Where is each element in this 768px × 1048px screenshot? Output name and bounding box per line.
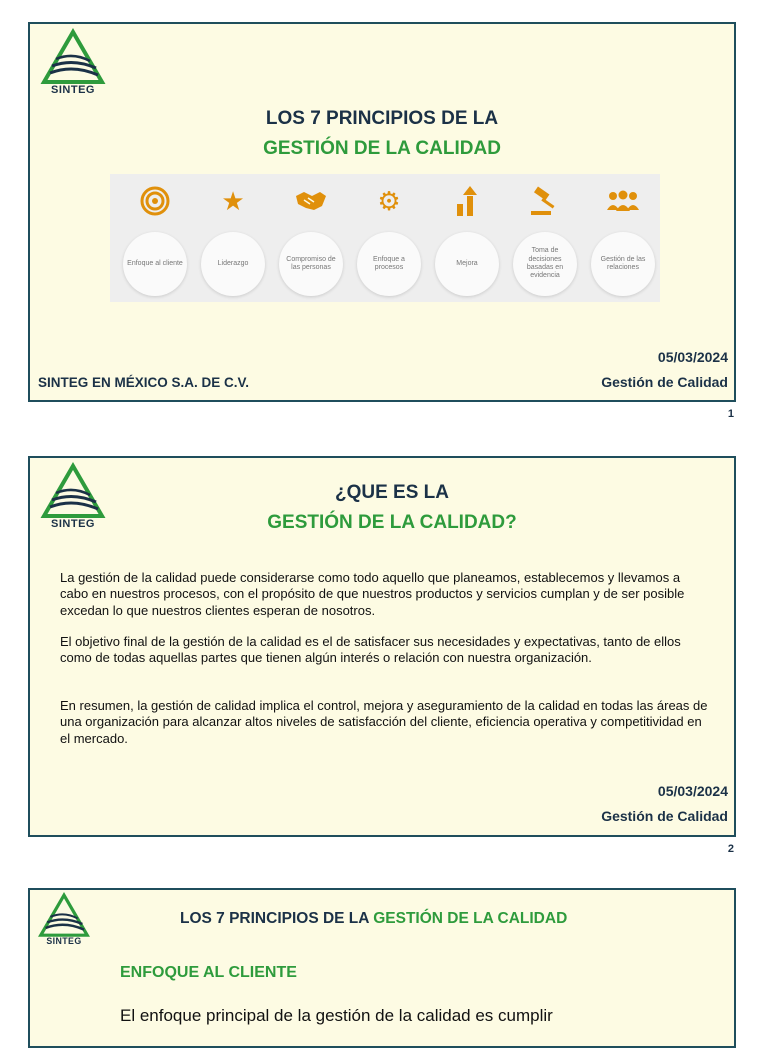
slide3-body-text: El enfoque principal de la gestión de la calidad es cumplir <box>120 1006 553 1025</box>
principle-item <box>432 174 502 302</box>
section-title: ENFOQUE AL CLIENTE <box>120 964 297 981</box>
slide2-topic: Gestión de Calidad <box>601 808 728 824</box>
people-group-icon <box>606 184 640 218</box>
slide1-title-line1: LOS 7 PRINCIPIOS DE LA <box>265 108 499 129</box>
definition-paragraph: La gestión de la calidad puede considerarse como todo aquello que planeamos, establecemos y llevamos a cabo en nuestros procesos, con el propósito de que nuestros productos y servicios cumplan y de ser posible excedan lo que nuestros clientes esperan de nosotros. <box>60 570 685 618</box>
principle-label: Enfoque a procesos <box>357 232 421 296</box>
objective-paragraph: El objetivo final de la gestión de la calidad es el de satisfacer sus necesidades y expectativas, tanto de ellos como de todas aquellas partes que tienen algún interés o relación con nuestra organización. <box>60 634 681 666</box>
principle-item <box>354 174 424 302</box>
principle-label: Liderazgo <box>201 232 265 296</box>
principle-label: Mejora <box>435 232 499 296</box>
slide1-title-line2: GESTIÓN DE LA CALIDAD <box>263 138 501 159</box>
principles-graphic <box>110 174 660 302</box>
principle-item <box>120 174 190 302</box>
principle-item <box>588 174 658 302</box>
logo-text: SINTEG <box>51 84 95 96</box>
slide-3 <box>28 888 736 1048</box>
principle-item <box>198 174 268 302</box>
page-number: 1 <box>727 408 734 420</box>
gavel-icon <box>528 184 562 218</box>
slide-1 <box>28 22 736 402</box>
logo-text: SINTEG <box>51 518 95 530</box>
handshake-icon <box>294 184 328 218</box>
slide3-title-part2: GESTIÓN DE LA CALIDAD <box>373 910 568 927</box>
slide3-title <box>180 910 567 928</box>
sinteg-logo <box>36 892 92 950</box>
slide2-title-line1: ¿QUE ES LA <box>334 482 449 503</box>
star-icon: ★ <box>221 185 245 216</box>
company-name: SINTEG EN MÉXICO S.A. DE C.V. <box>38 375 250 390</box>
target-icon <box>138 184 172 218</box>
principle-label: Gestión de las relaciones <box>591 232 655 296</box>
principle-label: Compromiso de las personas <box>279 232 343 296</box>
page-number: 2 <box>727 843 734 855</box>
slide3-title-part1: LOS 7 PRINCIPIOS DE LA <box>180 910 374 927</box>
principle-label: Enfoque al cliente <box>123 232 187 296</box>
principle-item <box>510 174 580 302</box>
principle-item <box>276 174 346 302</box>
sinteg-logo <box>38 28 108 100</box>
principle-label: Toma de decisiones basadas en evidencia <box>513 232 577 296</box>
slide1-topic: Gestión de Calidad <box>601 374 728 390</box>
growth-arrow-icon <box>450 184 484 218</box>
summary-paragraph: En resumen, la gestión de calidad implica el control, mejora y aseguramiento de la calidad en todas las áreas de una organización para alcanzar altos niveles de satisfacción del cliente, eficiencia operativa y competitividad en el mercado. <box>60 698 708 746</box>
gear-icon: ⚙ <box>377 185 401 216</box>
slide2-date: 05/03/2024 <box>657 783 728 799</box>
slide-2 <box>28 456 736 837</box>
logo-text: SINTEG <box>46 936 82 947</box>
slide2-title-line2: GESTIÓN DE LA CALIDAD? <box>267 512 517 533</box>
slide1-date: 05/03/2024 <box>657 349 728 365</box>
